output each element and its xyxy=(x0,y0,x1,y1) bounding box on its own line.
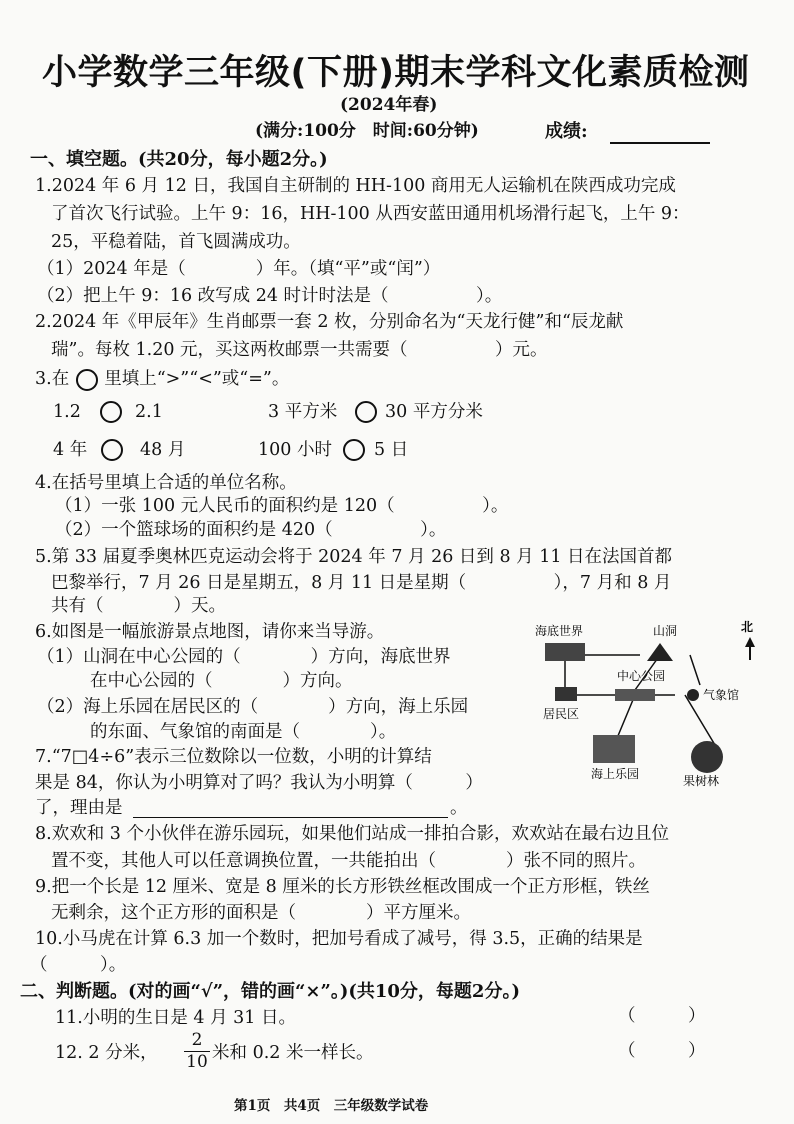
q2-line2: 瑞”。每枚 1.20 元，买这两枚邮票一共需要（ ）元。 xyxy=(51,340,548,360)
q7-line2: 果是 84，你认为小明算对了吗？我认为小明算（ ） xyxy=(35,773,483,793)
q9-line2: 无剩余，这个正方形的面积是（ ）平方厘米。 xyxy=(51,903,471,923)
q1-line1: 1.2024 年 6 月 12 日，我国自主研制的 HH-100 商用无人运输机在陕西成功完成 xyxy=(35,176,676,196)
q4-part1: （1）一张 100 元人民币的面积约是 120（ ）。 xyxy=(55,496,509,516)
q6-part2-line2: 的东面、气象馆的南面是（ ）。 xyxy=(90,722,397,742)
section1-title: 一、填空题。(共20分，每小题2分。) xyxy=(30,149,328,170)
map-road-orchard xyxy=(685,695,715,745)
q10-line1: 10.小马虎在计算 6.3 加一个数时，把加号看成了减号，得 3.5，正确的结果是 xyxy=(35,929,643,949)
q12-fraction-numerator: 2 xyxy=(191,1030,203,1050)
q3-a-circle[interactable] xyxy=(100,401,122,423)
q5-line2: 巴黎举行，7 月 26 日是星期五，8 月 11 日是星期（ ），7 月和 8 月 xyxy=(51,573,672,593)
q3-d-right: 5 日 xyxy=(374,440,409,460)
q1-part1: （1）2024 年是（ ）年。（填“平”或“闰”） xyxy=(37,259,441,279)
map-label-sea-park: 海上乐园 xyxy=(591,767,640,781)
residential-icon xyxy=(555,687,577,701)
q3-b-right: 30 平方分米 xyxy=(385,402,483,422)
q5-line3: 共有（ ）天。 xyxy=(51,596,226,616)
map-label-weather: 气象馆 xyxy=(703,688,740,702)
q3-d-left: 100 小时 xyxy=(258,440,332,460)
map-label-residential: 居民区 xyxy=(543,707,580,721)
q1-part2: （2）把上午 9：16 改写成 24 时计时法是（ ）。 xyxy=(37,286,503,306)
map-label-seabed: 海底世界 xyxy=(535,624,584,638)
q10-line2: （ ）。 xyxy=(30,955,127,975)
q2-line1: 2.2024 年《甲辰年》生肖邮票一套 2 枚，分别命名为“天龙行健”和“辰龙献 xyxy=(35,312,624,332)
q6-stem: 6.如图是一幅旅游景点地图，请你来当导游。 xyxy=(35,622,385,642)
q3-example-circle xyxy=(76,369,98,391)
q3-b-left: 3 平方米 xyxy=(268,402,338,422)
q6-part1-line2: 在中心公园的（ ）方向。 xyxy=(90,671,353,691)
seabed-world-icon xyxy=(545,643,585,661)
q12-fraction-denominator: 10 xyxy=(186,1052,208,1072)
map-road-weather xyxy=(690,655,700,685)
cave-icon xyxy=(647,643,673,661)
q1-line3: 25，平稳着陆，首飞圆满成功。 xyxy=(51,232,301,252)
q7-reason-blank[interactable] xyxy=(133,817,448,818)
exam-meta: (满分:100分 时间:60分钟) xyxy=(255,121,479,141)
q1-line2: 了首次飞行试验。上午 9：16，HH-100 从西安蓝田通用机场滑行起飞，上午 9： xyxy=(51,204,690,224)
q3-d-circle[interactable] xyxy=(343,439,365,461)
exam-title: 小学数学三年级(下册)期末学科文化素质检测 xyxy=(42,53,750,93)
page-footer: 第1页 共4页 三年级数学试卷 xyxy=(234,1098,429,1114)
q12-fraction xyxy=(184,1032,210,1071)
q5-line1: 5.第 33 届夏季奥林匹克运动会将于 2024 年 7 月 26 日到 8 月 11 日在法国首都 xyxy=(35,547,673,567)
q3-c-left: 4 年 xyxy=(53,440,88,460)
q3-c-right: 48 月 xyxy=(140,440,186,460)
q4-part2: （2）一个篮球场的面积约是 420（ ）。 xyxy=(55,520,447,540)
score-blank[interactable] xyxy=(610,142,710,144)
q3-stem: 3.在 里填上“>”“<”或“=”。 xyxy=(35,369,290,389)
sea-park-icon xyxy=(593,735,635,763)
q7-line1: 7.“7□4÷6”表示三位数除以一位数，小明的计算结 xyxy=(35,747,432,767)
q7-end: 。 xyxy=(450,798,468,818)
exam-subtitle: (2024年春) xyxy=(340,95,438,115)
q8-line1: 8.欢欢和 3 个小伙伴在游乐园玩，如果他们站成一排拍合影，欢欢站在最右边且位 xyxy=(35,824,669,844)
q6-part1-line1: （1）山洞在中心公园的（ ）方向，海底世界 xyxy=(37,647,451,667)
travel-map xyxy=(525,615,770,810)
q12-answer-paren[interactable]: （ ） xyxy=(618,1041,706,1061)
section2-title: 二、判断题。(对的画“√”，错的画“×”。)(共10分，每题2分。) xyxy=(20,981,520,1002)
orchard-icon xyxy=(691,741,723,773)
q12-text-a: 12. 2 分米， xyxy=(55,1043,158,1063)
q4-stem: 4.在括号里填上合适的单位名称。 xyxy=(35,473,297,493)
q9-line1: 9.把一个长是 12 厘米、宽是 8 厘米的长方形铁丝框改围成一个正方形框，铁丝 xyxy=(35,877,650,897)
map-label-north: 北 xyxy=(741,620,754,634)
q11-answer-paren[interactable]: （ ） xyxy=(618,1006,706,1026)
map-label-central-park: 中心公园 xyxy=(617,669,666,683)
q12-text-b: 米和 0.2 米一样长。 xyxy=(212,1043,374,1063)
map-label-orchard: 果树林 xyxy=(683,774,720,788)
weather-station-icon xyxy=(687,689,699,701)
q8-line2: 置不变，其他人可以任意调换位置，一共能拍出（ ）张不同的照片。 xyxy=(51,851,646,871)
q11-text: 11.小明的生日是 4 月 31 日。 xyxy=(55,1008,296,1028)
q3-a-right: 2.1 xyxy=(135,402,163,422)
q3-b-circle[interactable] xyxy=(355,401,377,423)
q3-c-circle[interactable] xyxy=(101,439,123,461)
q7-line3: 了，理由是 xyxy=(35,798,123,818)
score-label: 成绩: xyxy=(545,121,588,142)
central-park-icon xyxy=(615,689,655,701)
q3-a-left: 1.2 xyxy=(53,402,81,422)
q6-part2-line1: （2）海上乐园在居民区的（ ）方向，海上乐园 xyxy=(37,697,469,717)
map-label-cave: 山洞 xyxy=(653,624,678,638)
